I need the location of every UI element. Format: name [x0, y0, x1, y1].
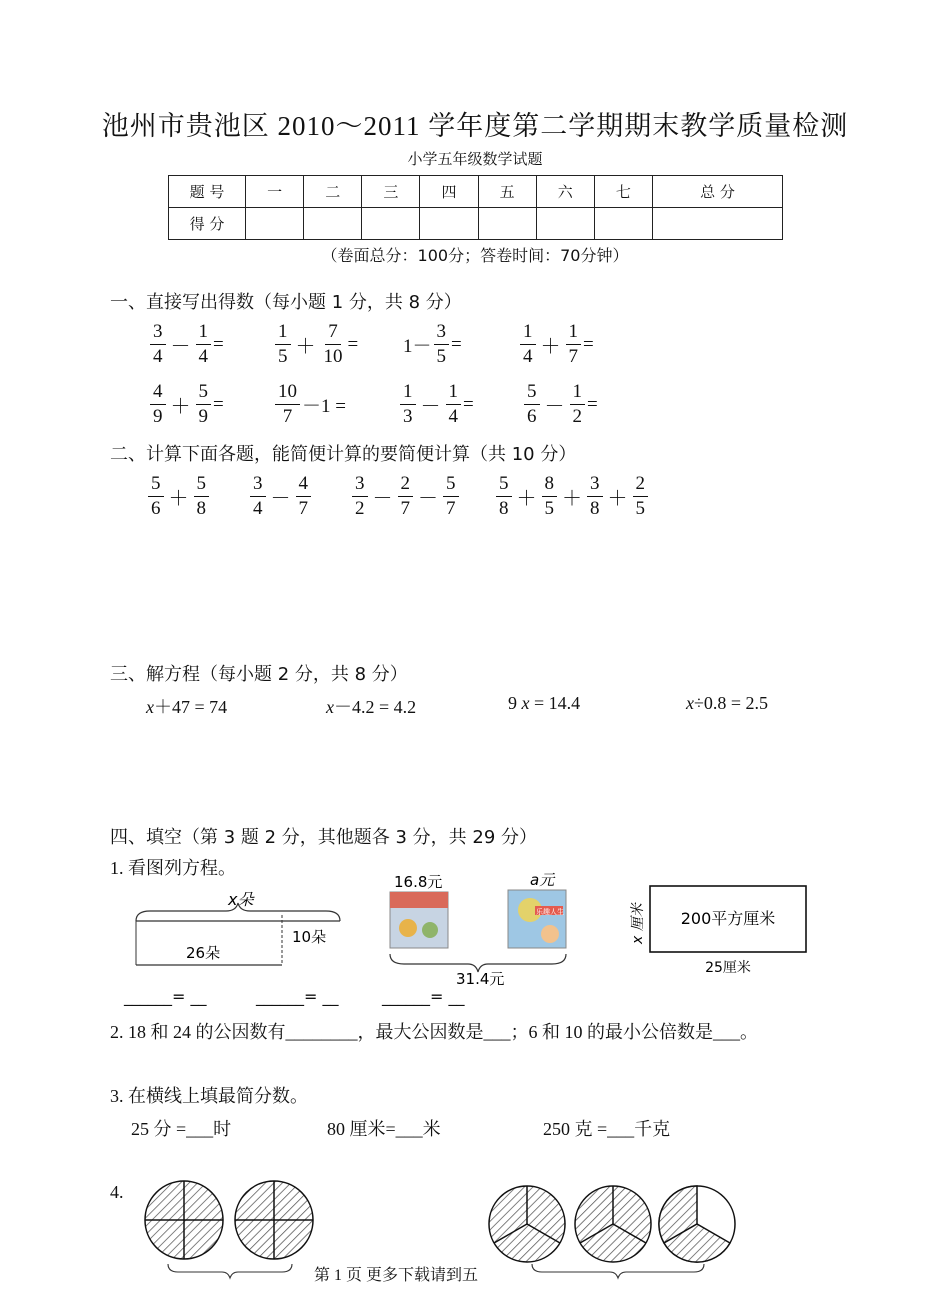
score-header-cell: 四: [420, 176, 478, 208]
question-4-label: 4.: [110, 1182, 124, 1202]
third-circle-1: [489, 1186, 565, 1262]
question-3: 3. 在横线上填最简分数。: [110, 1086, 308, 1106]
page-subtitle: 小学五年级数学试题: [407, 150, 543, 168]
third-circle-2: [575, 1186, 651, 1262]
answer-blank[interactable]: ______= __: [124, 987, 207, 1006]
score-table-score-row: [169, 208, 783, 240]
score-table-header-row: [169, 176, 783, 208]
score-header-cell: 六: [536, 176, 594, 208]
score-header-cell: 五: [478, 176, 536, 208]
s1-expr: $\frac{4}{9}$ ＋ $\frac{5}{9}$ =: [148, 380, 224, 429]
s1-expr: $\frac{1}{5}$ ＋ $\frac{7}{10}$ =: [273, 320, 358, 369]
rectangle-figure: [628, 882, 818, 980]
s1-expr: $\frac{5}{6}$ － $\frac{1}{2}$ =: [522, 380, 598, 429]
s1-expr: $\frac{1}{4}$ ＋ $\frac{1}{7}$ =: [518, 320, 594, 369]
circles-left-brace: [168, 1264, 292, 1278]
equation: x－4.2 = 4.2: [326, 697, 417, 717]
books-figure: [380, 868, 580, 986]
area-label: 200平方厘米: [680, 909, 776, 928]
s2-expr: $\frac{5}{6}$ ＋ $\frac{5}{8}$: [146, 472, 211, 521]
third-circle-3: [659, 1186, 735, 1262]
s2-expr: $\frac{5}{8}$ ＋ $\frac{8}{5}$ ＋ $\frac{3}{8}$ ＋ $\frac{2}{5}$: [494, 472, 650, 521]
answer-blank[interactable]: ______= __: [382, 987, 465, 1006]
score-cell[interactable]: [304, 208, 362, 240]
question-3-item: 25 分 =___时: [131, 1119, 232, 1139]
s1-expr: 1－ $\frac{3}{5}$ =: [403, 321, 462, 367]
twentysix-flowers-label: 26朵: [186, 944, 221, 962]
answer-blank[interactable]: ______= __: [256, 987, 339, 1006]
exam-note: （卷面总分：100分；答卷时间：70分钟）: [321, 246, 629, 265]
ten-flowers-label: 10朵: [292, 928, 327, 946]
section1-heading: 一、直接写出得数（每小题 1 分，共 8 分）: [110, 292, 462, 313]
book-1-figure: [399, 919, 417, 937]
s2-expr: $\frac{3}{4}$ － $\frac{4}{7}$: [248, 472, 313, 521]
section4-heading: 四、填空（第 3 题 2 分，其他题各 3 分，共 29 分）: [110, 827, 538, 848]
book-2-title: 乐趣人生: [536, 908, 564, 916]
equation: 9 x = 14.4: [508, 693, 581, 713]
question-3-item: 80 厘米=___米: [327, 1119, 441, 1139]
question-1: 1. 看图列方程。: [110, 858, 236, 878]
score-header-cell: 题 号: [169, 176, 246, 208]
score-cell[interactable]: [536, 208, 594, 240]
question-2: 2. 18 和 24 的公因数有________，最大公因数是___；6 和 10 的最小公倍数是___。: [110, 1022, 758, 1042]
score-row-label: 得 分: [169, 208, 246, 240]
score-header-cell: 二: [304, 176, 362, 208]
score-cell[interactable]: [362, 208, 420, 240]
quarter-circle-2: [235, 1181, 313, 1259]
s1-expr: $\frac{10}{7}$ －1 =: [273, 380, 346, 429]
equation: x＋47 = 74: [146, 697, 228, 717]
price-2-label: a元: [530, 871, 555, 889]
s2-expr: $\frac{3}{2}$ － $\frac{2}{7}$ － $\frac{5}{7}$: [350, 472, 461, 521]
score-cell[interactable]: [478, 208, 536, 240]
x-flowers-label: x朵: [228, 890, 254, 909]
circles-right-brace: [532, 1264, 704, 1278]
total-price-label: 31.4元: [456, 970, 505, 986]
segment-diagram: [130, 885, 350, 975]
width-label: 25厘米: [705, 960, 751, 976]
height-label: x 厘米: [630, 903, 646, 944]
score-header-cell: 总 分: [652, 176, 782, 208]
equation: x÷0.8 = 2.5: [686, 693, 769, 713]
quarter-circle-1: [145, 1181, 223, 1259]
score-cell[interactable]: [246, 208, 304, 240]
book-2-figure: [541, 925, 559, 943]
s1-expr: $\frac{3}{4}$ － $\frac{1}{4}$ =: [148, 320, 224, 369]
page-title: 池州市贵池区 2010～2011 学年度第二学期期末教学质量检测: [101, 111, 849, 141]
s1-expr: $\frac{1}{3}$ － $\frac{1}{4}$ =: [398, 380, 474, 429]
section3-heading: 三、解方程（每小题 2 分，共 8 分）: [110, 664, 408, 685]
score-header-cell: 一: [246, 176, 304, 208]
section2-heading: 二、计算下面各题，能简便计算的要简便计算（共 10 分）: [110, 444, 577, 465]
page-footer: 第 1 页 更多下载请到五: [312, 1262, 480, 1285]
book-1-band: [390, 892, 448, 908]
score-cell[interactable]: [652, 208, 782, 240]
score-header-cell: 三: [362, 176, 420, 208]
score-cell[interactable]: [420, 208, 478, 240]
score-header-cell: 七: [594, 176, 652, 208]
book-1-figure: [422, 922, 438, 938]
question-3-item: 250 克 =___千克: [543, 1119, 671, 1139]
price-1-label: 16.8元: [394, 873, 443, 891]
score-cell[interactable]: [594, 208, 652, 240]
score-table: [168, 175, 783, 240]
